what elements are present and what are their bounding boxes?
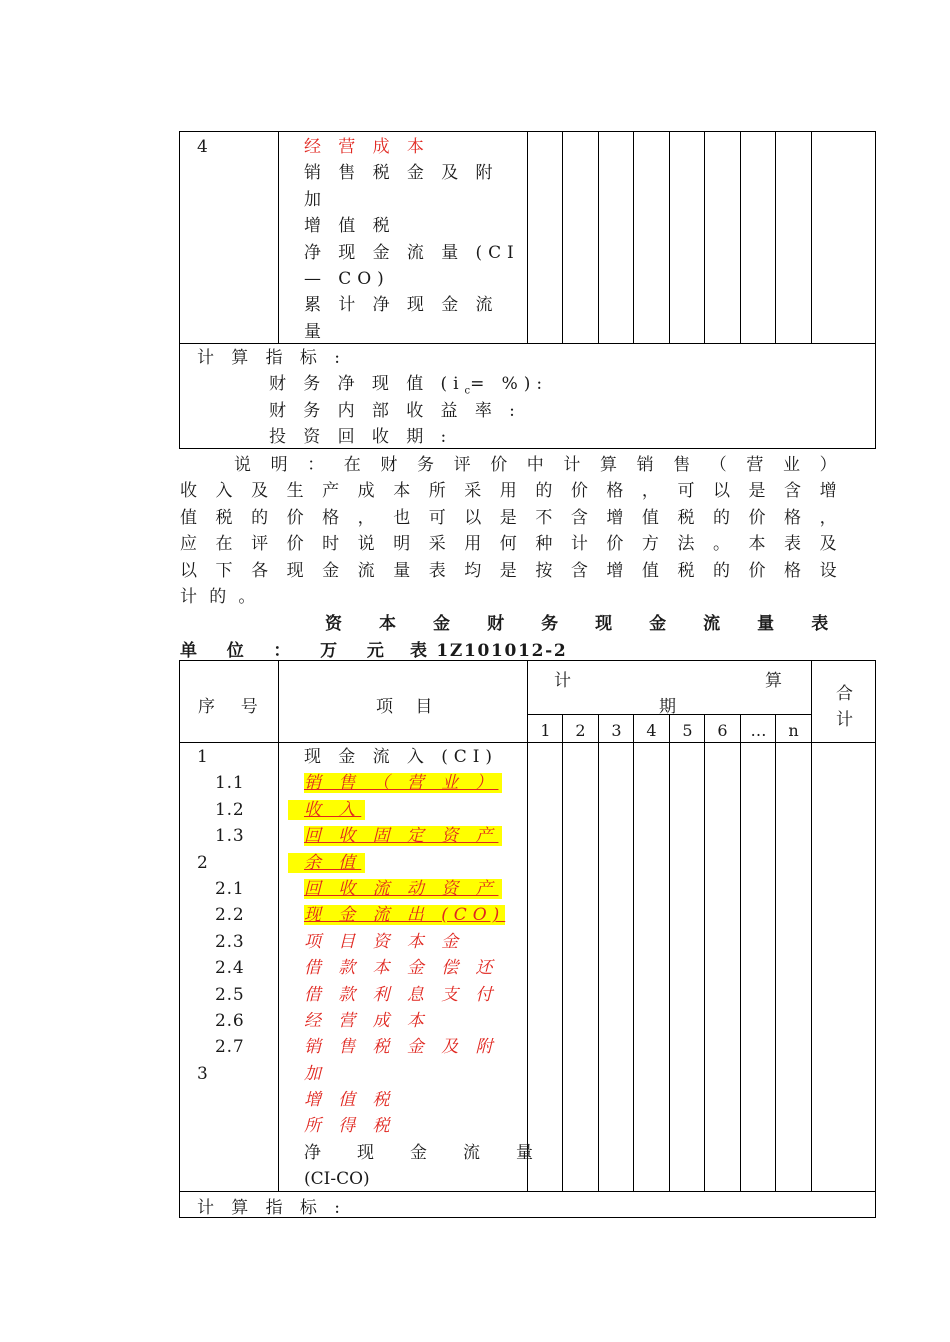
column-divider (704, 132, 705, 343)
note-line: 说 明 ： 在 财 务 评 价 中 计 算 销 售 （ 营 业 ） (234, 455, 840, 475)
item-loan-principal: 借 款 本 金 偿 还 (304, 958, 499, 979)
seq-number: 1.3 (215, 826, 245, 847)
header-period-bottom: 期 (659, 697, 676, 717)
item-cash-inflow: 现 金 流 入 (CI) (304, 747, 499, 767)
period-5: 5 (682, 721, 693, 740)
column-divider (633, 132, 634, 343)
indicator-firr: 财 务 内 部 收 益 率 : (269, 400, 521, 421)
column-divider (740, 714, 741, 1191)
header-seq: 序 号 (198, 697, 269, 717)
item-fixed-asset-recovery-text: 回 收 固 定 资 产 (304, 826, 502, 846)
column-divider (740, 132, 741, 343)
column-divider (562, 714, 563, 1191)
item-working-capital-recovery-text: 回 收 流 动 资 产 (304, 879, 502, 899)
item-residual-value-text: 余 值 (288, 853, 365, 873)
column-divider (811, 132, 812, 343)
item-operating-cost: 经 营 成 本 (304, 137, 430, 157)
header-total-top: 合 (836, 684, 853, 704)
column-divider (811, 661, 812, 1191)
row-divider (180, 343, 875, 344)
column-divider (775, 714, 776, 1191)
table-code: 表 1Z101012-2 (410, 641, 568, 661)
seq-number: 2.5 (215, 984, 245, 1005)
item-cash-outflow (288, 902, 548, 928)
indicators-block (197, 345, 548, 451)
note-line: 计 的 。 (180, 586, 259, 607)
item-net-cash-flow: 净 现 金 流 量 (304, 1142, 549, 1163)
item-net-cash-flow-cont: (CI-CO) (304, 1169, 370, 1190)
column-divider (278, 132, 279, 343)
seq-number: 3 (197, 1063, 209, 1084)
column-divider (598, 714, 599, 1191)
cash-flow-table-continued (179, 131, 876, 449)
item-cumulative-ncf-cont: 量 (304, 321, 327, 342)
note-line: 以 下 各 现 金 流 量 表 均 是 按 含 增 值 税 的 价 格 设 (180, 560, 840, 581)
item-sales-revenue (288, 770, 548, 796)
indicator-payback: 投 资 回 收 期 : (269, 427, 453, 448)
item-sales-tax-cont: 加 (304, 189, 327, 210)
column-divider (669, 714, 670, 1191)
item-loan-interest: 借 款 利 息 支 付 (304, 984, 499, 1005)
item-net-cash-flow: 净 现 金 流 量 (CI (304, 242, 520, 263)
item-sales-revenue-cont (288, 797, 548, 823)
item-sales-tax: 销 售 税 金 及 附 (304, 163, 499, 184)
indicators-label: 计 算 指 标 : (197, 1198, 346, 1218)
period-6: 6 (717, 721, 728, 740)
item-sales-tax: 销 售 税 金 及 附 (304, 1037, 499, 1058)
equity-cash-flow-table (179, 660, 876, 1218)
indicator-npv (197, 371, 548, 397)
column-divider (633, 714, 634, 1191)
item-income-tax: 所 得 税 (304, 1116, 396, 1137)
period-3: 3 (611, 721, 622, 740)
seq-number: 2.6 (215, 1010, 245, 1031)
indicator-npv-text: 财 务 净 现 值 (i (269, 374, 465, 395)
seq-number: 2.2 (215, 905, 245, 926)
note-line: 值 税 的 价 格 ， 也 可 以 是 不 含 增 值 税 的 价 格 ， (180, 507, 840, 528)
column-divider (598, 132, 599, 343)
period-n: n (788, 721, 799, 740)
header-divider (180, 742, 875, 743)
item-vat: 增 值 税 (304, 1090, 396, 1111)
column-divider (278, 661, 279, 1191)
item-project-capital: 项 目 资 本 金 (304, 931, 465, 952)
seq-number: 2.7 (215, 1037, 245, 1058)
period-ellipsis: … (750, 721, 767, 740)
column-divider (669, 132, 670, 343)
seq-number: 2.4 (215, 958, 245, 979)
unit-line (180, 636, 568, 661)
period-2: 2 (575, 721, 586, 740)
unit-label: 单 位 ： 万 元 (180, 641, 396, 661)
seq-number: 2.3 (215, 931, 245, 952)
seq-number: 2 (197, 852, 209, 873)
item-working-capital-recovery (288, 876, 548, 902)
item-sales-tax-cont: 加 (304, 1063, 327, 1084)
header-item: 项 目 (376, 697, 441, 717)
seq-number: 2.1 (215, 878, 245, 899)
column-divider (704, 714, 705, 1191)
period-1: 1 (540, 721, 551, 740)
explanatory-note (180, 452, 840, 610)
item-list (304, 134, 520, 345)
item-sales-revenue-cont-text: 收 入 (288, 800, 365, 820)
header-total-bottom: 计 (836, 710, 853, 730)
row-number: 4 (197, 137, 208, 157)
npv-suffix: = %): (470, 374, 549, 395)
item-cumulative-ncf: 累 计 净 现 金 流 (304, 295, 499, 316)
seq-number: 1 (197, 747, 209, 767)
column-divider (775, 132, 776, 343)
header-period-suffix: 算 (765, 671, 782, 691)
column-divider (562, 132, 563, 343)
item-sales-revenue-text: 销 售 （ 营 业 ） (304, 773, 502, 793)
item-cash-outflow-text: 现 金 流 出 (CO) (304, 905, 506, 926)
period-4: 4 (646, 721, 657, 740)
note-line: 收 入 及 生 产 成 本 所 采 用 的 价 格 ， 可 以 是 含 增 (180, 481, 840, 502)
column-divider (527, 132, 528, 343)
seq-number: 1.2 (215, 799, 245, 820)
item-operating-cost: 经 营 成 本 (304, 1010, 430, 1031)
indicators-label: 计 算 指 标 : (197, 348, 346, 368)
item-list (288, 744, 548, 1193)
note-line: 应 在 评 价 时 说 明 采 用 何 种 计 价 方 法 。 本 表 及 (180, 534, 840, 555)
item-fixed-asset-recovery (288, 823, 548, 849)
npv-subscript: c (464, 385, 471, 397)
seq-number-list (197, 744, 245, 1087)
item-vat: 增 值 税 (304, 216, 396, 237)
seq-number: 1.1 (215, 773, 245, 794)
item-residual-value (288, 850, 548, 876)
table-title: 资 本 金 财 务 现 金 流 量 表 (325, 614, 835, 634)
header-period-top: 计 (554, 671, 571, 691)
item-net-cash-flow-cont: — CO) (304, 268, 390, 289)
